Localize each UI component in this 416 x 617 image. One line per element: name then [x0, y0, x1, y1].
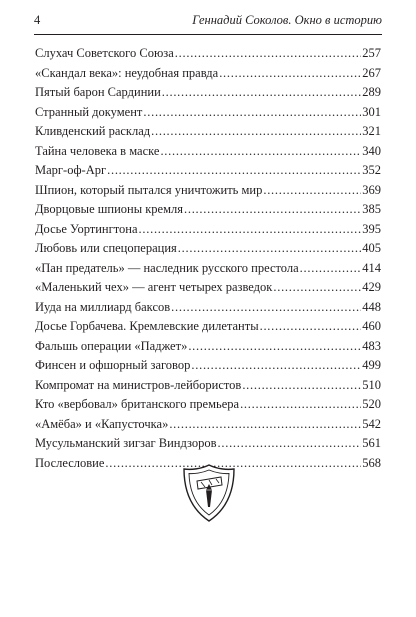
- toc-page: 405: [362, 241, 381, 255]
- toc-leader: [188, 337, 361, 357]
- toc-leader: [273, 278, 361, 298]
- toc-title: Слухач Советского Союза: [35, 46, 174, 60]
- toc-page: 369: [362, 182, 381, 197]
- toc-title: «Пан предатель» — наследник русского престола: [35, 260, 299, 275]
- toc-entry: [35, 278, 381, 298]
- toc-leader: [191, 356, 361, 376]
- toc-entry: [35, 337, 381, 357]
- toc-page: 257: [362, 46, 381, 60]
- toc-page: 448: [362, 299, 381, 314]
- toc-page: 429: [362, 280, 381, 294]
- toc-page: 289: [362, 85, 381, 99]
- toc-title: Финсен и офшорный заговор: [35, 358, 191, 372]
- toc-entry: [35, 64, 381, 84]
- toc-leader: [107, 161, 361, 181]
- toc-title: Кливденский расклад: [35, 124, 151, 138]
- toc-entry: [35, 142, 381, 162]
- toc-page: 352: [362, 163, 381, 177]
- toc-entry: [35, 200, 381, 220]
- toc-entry: [35, 83, 381, 103]
- toc-title: «Маленький чех» — агент четырех разведок: [35, 280, 273, 294]
- toc-entry: [35, 415, 381, 435]
- toc-entry: [35, 44, 381, 64]
- toc-page: 385: [362, 202, 381, 216]
- toc-title: Послесловие: [35, 455, 105, 470]
- toc-entry: [35, 103, 381, 123]
- toc-page: 460: [362, 319, 381, 333]
- toc-leader: [300, 259, 362, 279]
- toc-page: 395: [362, 221, 381, 236]
- toc-entry: [35, 161, 381, 181]
- toc-leader: [242, 376, 361, 396]
- toc-leader: [160, 142, 361, 162]
- toc-leader: [184, 200, 361, 220]
- toc-entry: [35, 395, 381, 415]
- toc-entry: [35, 317, 381, 337]
- toc-entry: [35, 220, 381, 240]
- running-title: Геннадий Соколов. Окно в историю: [192, 13, 382, 27]
- running-header: [34, 13, 382, 31]
- toc-title: Иуда на миллиард баксов: [35, 299, 171, 314]
- toc-page: 568: [362, 455, 381, 470]
- toc-title: Странный документ: [35, 104, 143, 119]
- toc-page: 321: [362, 124, 381, 138]
- toc-title: Досье Уортингтона: [35, 221, 138, 236]
- toc-page: 340: [362, 143, 381, 158]
- toc-leader: [219, 64, 361, 84]
- toc-leader: [139, 220, 362, 240]
- toc-leader: [240, 395, 361, 415]
- toc-title: Тайна человека в маске: [35, 143, 160, 158]
- toc-page: 510: [362, 377, 381, 392]
- toc-title: Мусульманский зигзаг Виндзоров: [35, 436, 217, 450]
- toc-title: Досье Горбачева. Кремлевские дилетанты: [35, 319, 259, 333]
- toc-page: 301: [362, 104, 381, 119]
- toc-leader: [218, 434, 362, 454]
- page-number: 4: [34, 13, 41, 27]
- toc-page: 499: [362, 358, 381, 372]
- toc-title: Фальшь операции «Паджет»: [35, 338, 188, 353]
- toc-title: Компромат на министров-лейбористов: [35, 377, 242, 392]
- toc-title: Любовь или спецоперация: [35, 241, 177, 255]
- toc-leader: [263, 181, 361, 201]
- toc-page: 483: [362, 338, 381, 353]
- toc-leader: [162, 83, 361, 103]
- publisher-shield-emblem-icon: [181, 461, 237, 525]
- toc-leader: [151, 122, 361, 142]
- toc-title: Дворцовые шпионы кремля: [35, 202, 183, 216]
- toc-leader: [171, 298, 361, 318]
- header-rule: [34, 34, 382, 35]
- toc-leader: [175, 44, 361, 64]
- toc-page: 267: [362, 65, 381, 80]
- toc-leader: [169, 415, 361, 435]
- toc-entry: [35, 376, 381, 396]
- toc-title: Шпион, который пытался уничтожить мир: [35, 182, 263, 197]
- toc-page: 520: [362, 397, 381, 411]
- toc-entry: [35, 122, 381, 142]
- toc-entry: [35, 434, 381, 454]
- table-of-contents: [35, 44, 381, 473]
- toc-title: Пятый барон Сардинии: [35, 85, 161, 99]
- toc-entry: [35, 259, 381, 279]
- toc-title: Кто «вербовал» британского премьера: [35, 397, 240, 411]
- toc-page: 542: [362, 416, 381, 431]
- toc-title: «Амёба» и «Капусточка»: [35, 416, 169, 431]
- toc-title: Марг-оф-Арг: [35, 163, 107, 177]
- toc-leader: [143, 103, 361, 123]
- toc-entry: [35, 356, 381, 376]
- toc-page: 561: [362, 436, 381, 450]
- toc-entry: [35, 181, 381, 201]
- toc-leader: [178, 239, 361, 259]
- toc-page: 414: [362, 260, 381, 275]
- toc-title: «Скандал века»: неудобная правда: [35, 65, 219, 80]
- toc-entry: [35, 239, 381, 259]
- toc-leader: [260, 317, 362, 337]
- toc-entry: [35, 298, 381, 318]
